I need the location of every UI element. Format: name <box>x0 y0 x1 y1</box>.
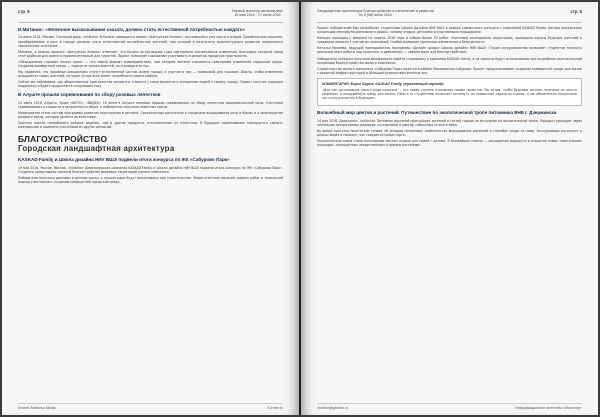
edition-info <box>232 9 283 18</box>
comment-title: КОММЕНТАРИЙ: Борис Шуров, KASKAD Family, управляющий партнёр <box>322 81 444 86</box>
magazine-spread <box>2 2 598 415</box>
section-subtitle: Городская ландшафтная архитектура <box>18 144 175 154</box>
article-title: И.Митинис: «Железное высказывание сказать должна стать естественной потребностью каждого» <box>18 27 246 32</box>
article-paragraph: Митинис, в рамках проекта «Шатурская Казань» отмечает, что Казань за последние годы претерпела значительные изменения, благодаря которым город стал удобным для жизни и привлекательным для туристов. Проект позволяет горожанам участвовать в развитии городских пространств. <box>18 49 283 58</box>
comment-text: «Для нас организация такого рода конкурса — это новая ступень в развитии наших проектов. Мы хотим, чтобы будущие жители получили не просто квартиры, а продуманную среду для жизни. Работа со студентами позволяет взглянуть на привычные задачи по-новому, и мы обязательно продолжим это сотрудничество в будущем». <box>322 87 577 101</box>
article-paragraph: Во время прогулки посетители узнают об истории питомника, особенностях выращивания растений и способах ухода за ними. Экскурсоводы расскажут о редких видах и покажут, как создаются новые сорта. <box>317 128 582 137</box>
right-page <box>301 2 598 415</box>
left-page-footer <box>18 403 283 410</box>
article-paragraph: «Объединение горожан вокруг идеи» — это новый формат взаимодействия, при котором жители становятся соавторами изменений городской среды. Создание комфортной среды — задача не только властей, но и каждого из нас. <box>18 59 283 68</box>
article-title: KASKAD Family и Школа дизайна НИУ ВШЭ подвели итоги конкурса по ЖК «Сабурово Парк» <box>18 157 230 163</box>
left-page-header <box>18 9 283 23</box>
article-paragraph: Мероприятие стало частью программы развития агротуризма в регионе. Организаторы рассказали о традициях выращивания розы в Крыму и о производстве розового масла, которое ценится во всём мире. <box>18 111 283 120</box>
agency-name: Информационное агентство «Монитор» <box>515 406 582 410</box>
edition-line: Ландшафтная архитектура Благоустройство и озеленение в развитии <box>317 9 434 13</box>
article-paragraph: 19 мая 2016, Россия, Москва, «Intilinka» Девелоперская компания KASKAD Family и Школа дизайна НИУ ВШЭ подвели итоги конкурса по ЖК «Сабурово Парк». Студенты представили проекты благоустройства дворовых территорий жилого комплекса. <box>18 165 283 174</box>
article-paragraph: Мы надеемся, что подобные инициативы станут естественной частью жизни города, а участие в них — привычкой для горожан. Важно, чтобы изменения исходили от самих жителей, которые лучше всех знают потребности своего района. <box>18 70 283 79</box>
article-paragraph: Конкурс проходил с февраля по апрель 2016 года и собрал более 30 работ. Участники исследовали территорию, проводили опросы будущих жителей и создавали проекты с учётом их пожеланий. Особое внимание уделялось озеленению и безопасности. <box>317 36 582 45</box>
edition-info <box>317 9 434 18</box>
contact-email: monitor@yandex.ru <box>317 406 349 410</box>
right-page-header <box>317 9 582 23</box>
article-paragraph: Экологическая тропа стала популярным местом отдыха для семей с детьми. В ближайших планах — расширение маршрута и открытие новых тематических площадок, посвящённых лекарственным и пряным растениям. <box>317 139 582 148</box>
article-title: В Алуште прошли соревнования по сбору розовых лепестков <box>18 92 161 98</box>
article-title: Волшебный мир цветов и растений. Путешествие по экологической тропе питомника ВНЕ г. Дзержинска <box>317 110 557 116</box>
article-paragraph: Победители конкурса получили возможность пройти стажировку в компании KASKAD Family, а их проекты будут использованы при разработке окончательной концепции благоустройства жилого комплекса. <box>317 56 582 65</box>
page-number: стр. 6 <box>18 9 30 14</box>
article-paragraph: Победители получили дипломы и ценные призы, а лучшие идеи будут реализованы при строительстве. Жюри отметило высокий уровень работ и творческий подход участников к созданию комфортной городской среды. <box>18 176 283 185</box>
article-paragraph: 14 июня 2016, Москва, Гостиный двор, «Intilinka» В Казани проводился проект «Шатурская Казань», состоявшийся уже под его эгидой. Дизайнерские решения, преобразование и рост в городе должны стать естественной потребностью жителей, при которой в результате архитектурного развития сохраняются гармоничное сочетание. <box>18 35 283 48</box>
edition-date: № 5 (68) июнь 2016 <box>359 13 392 18</box>
article-paragraph: Наталья Михеева, ведущий преподаватель программы «Дизайн среды» Школы дизайна НИУ ВШЭ: «Такое сотрудничество позволяет студентам получить реальный опыт работы над проектом, а девелоперу — свежие идеи для благоустройства». <box>317 46 582 55</box>
right-page-footer <box>317 403 582 410</box>
section-title: БЛАГОУСТРОЙСТВО <box>18 134 108 145</box>
page-number: стр. 5 <box>570 9 582 14</box>
comment-box <box>317 78 582 106</box>
article-paragraph: Сейчас мы наблюдаем, как общественные пространства меняются, а вместе с ними меняется и отношение людей к своему городу. Проект получил широкую поддержку и будет продолжен в следующем году. <box>18 80 283 89</box>
edition-line: Первый монитор жилкомплекс <box>231 9 283 13</box>
article-paragraph: 24 мая 2016, Дзержинск, «Intilinka» Питомник растений приглашает жителей и гостей города на экскурсию по экологической тропе. Маршрут проходит через коллекции декоративных деревьев, кустарников и цветов, собранных со всего мира. <box>317 118 582 127</box>
article-paragraph: 14 июня 2016, Алушта, Крым «ФОТО», «ВИДЕО» 16 июня в Алуште впервые прошли соревнования по сбору лепестков эфиромасличной розы. Участники соревновались в скорости и аккуратности сбора, а победители получили памятные призы. <box>18 100 283 109</box>
publisher-site: iCenter.ru <box>267 406 283 410</box>
article-paragraph: Строительство жилого комплекса «Сабурово Парк» ведётся в районе Москворечье-Сабурово. Проект предусматривает создание комфортной среды для жизни с развитой инфраструктурой и большим количеством зелёных зон. <box>317 66 582 75</box>
edition-date: 16 мая 2016 - 17 июня 2016 <box>234 13 281 18</box>
article-paragraph: Зрители смогли попробовать розовое варенье, чай и другие продукты, изготовленные из лепестков. В будущем соревнования планируется сделать ежегодными и привлечь участников из других регионов. <box>18 121 283 130</box>
publisher-name: Endeel Business Media <box>18 406 56 410</box>
left-page <box>2 2 299 415</box>
article-paragraph: Проект победителей был разработан студентами Школы дизайна НИУ ВШЭ в рамках совместного конкурса с компанией KASKAD Family. Авторы предложили концепцию многофункционального двора с зонами отдыха, детскими и спортивными площадками. <box>317 26 582 35</box>
